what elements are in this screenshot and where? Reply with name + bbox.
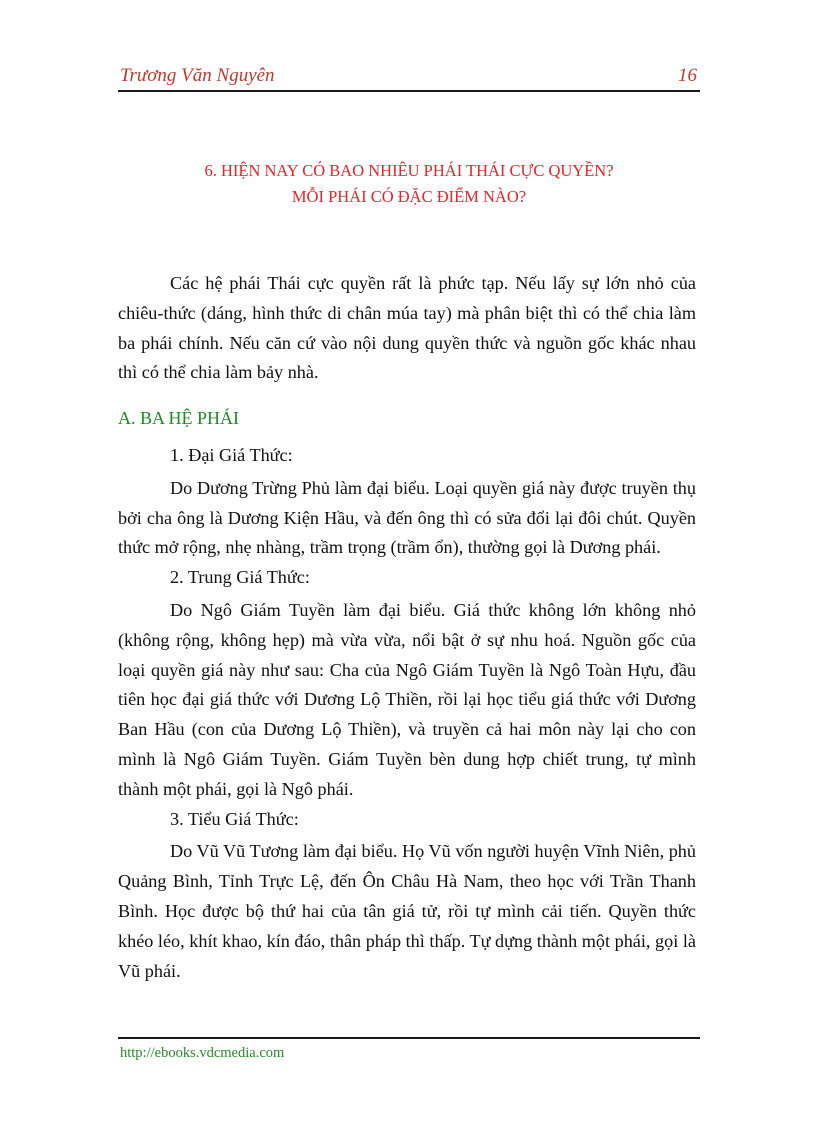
header-author: Trương Văn Nguyên [120, 65, 275, 86]
item-3-paragraph: Do Vũ Vũ Tương làm đại biểu. Họ Vũ vốn người huyện Vĩnh Niên, phủ Quảng Bình, Tỉnh Trực Lệ, đến Ôn Châu Hà Nam, theo học với Trần Thanh Bình. Học được bộ thứ hai của tân giá tử, rồi tự mình cải tiến. Quyền thức khéo léo, khít khao, kín đáo, thân pháp thì thấp. Tự dựng thành một phái, gọi là Vũ phái. [118, 841, 696, 981]
item-2-paragraph: Do Ngô Giám Tuyền làm đại biểu. Giá thức không lớn không nhỏ (không rộng, không hẹp) mà vừa vừa, nổi bật ở sự nhu hoá. Nguồn gốc của loại quyền giá này như sau: Cha của Ngô Giám Tuyền là Ngô Toàn Hựu, đầu tiên học đại giá thức với Dương Lộ Thiền, rồi lại học tiểu giá thức với Dương Ban Hầu (con của Dương Lộ Thiền), và truyền cả hai môn này lại cho con mình là Ngô Giám Tuyền. Giám Tuyền bèn dung hợp chiết trung, tự mình thành một phái, gọi là Ngô phái. [118, 599, 696, 799]
section-heading: A. BA HỆ PHÁI [118, 408, 240, 429]
chapter-title [118, 158, 700, 210]
page-number: 16 [678, 65, 697, 86]
item-2-title: 2. Trung Giá Thức: [170, 567, 310, 588]
item-1-title: 1. Đại Giá Thức: [170, 444, 293, 465]
item-1-paragraph: Do Dương Trừng Phủ làm đại biểu. Loại quyền giá này được truyền thụ bởi cha ông là Dương Kiện Hầu, và đến ông thì có sửa đổi lại đôi chút. Quyền thức mở rộng, nhẹ nhàng, trầm trọng (trầm ổn), thường gọi là Dương phái. [118, 477, 696, 558]
item-3-title: 3. Tiểu Giá Thức: [170, 808, 299, 829]
body-text [118, 269, 696, 986]
chapter-title-line-1: 6. HIỆN NAY CÓ BAO NHIÊU PHÁI THÁI CỰC QUYỀN? [204, 161, 614, 180]
chapter-title-line-2: MỖI PHÁI CÓ ĐẶC ĐIỂM NÀO? [291, 187, 527, 206]
page-header [118, 62, 700, 92]
page-footer [118, 1037, 700, 1061]
intro-paragraph: Các hệ phái Thái cực quyền rất là phức tạp. Nếu lấy sự lớn nhỏ của chiêu-thức (dáng, hình thức di chân múa tay) mà phân biệt thì có thể chia làm ba phái chính. Nếu căn cứ vào nội dung quyền thức và nguồn gốc khác nhau thì có thể chia làm bảy nhà. [118, 273, 696, 383]
footer-link[interactable]: http://ebooks.vdcmedia.com [120, 1045, 285, 1061]
